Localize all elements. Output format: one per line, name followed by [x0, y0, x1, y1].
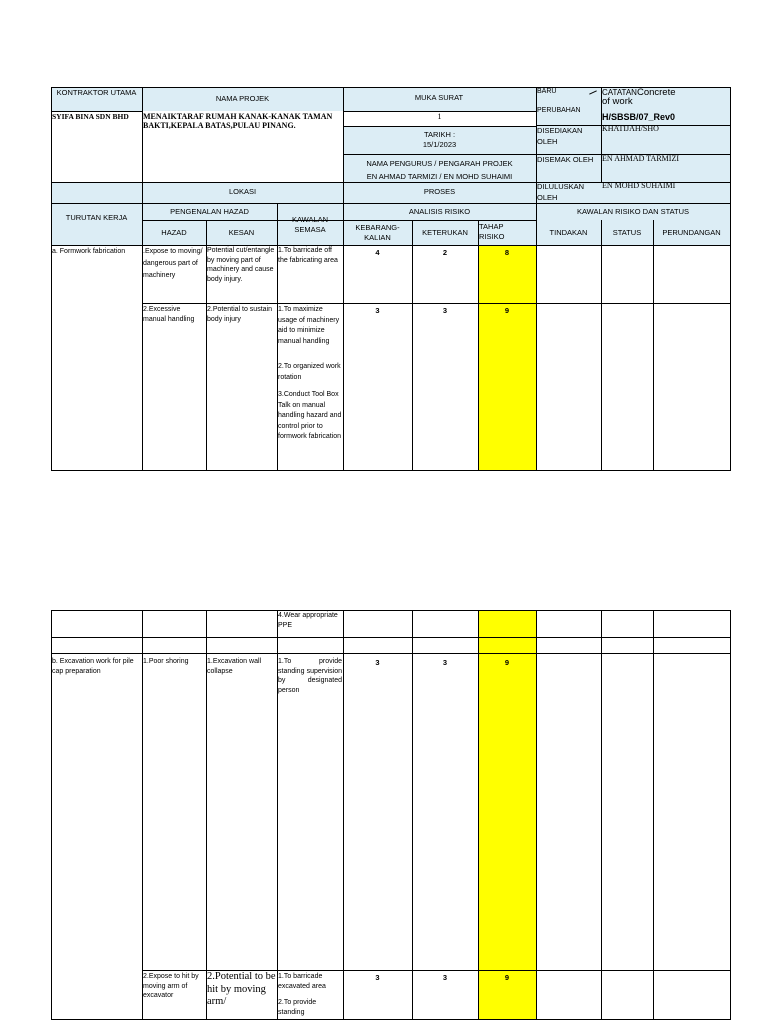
row2-kesan: 2.Potential to sustain body injury — [207, 306, 272, 323]
pengenalan-label: PENGENALAN HAZAD — [170, 207, 249, 216]
row2-keterukan: 3 — [442, 306, 448, 315]
kontraktor-label: KONTRAKTOR UTAMA — [56, 88, 137, 97]
risk-level-highlight — [478, 610, 536, 1020]
row2-kawalan-3: 3.Conduct Tool Box Talk on manual handling hazard and control prior to formwork fabrication — [278, 391, 342, 440]
p2-row2-kebarangkalian: 3 — [375, 973, 380, 982]
lokasi-label: LOKASI — [228, 187, 257, 196]
p2-row2-kawalan-2: 2.To provide standing — [278, 999, 317, 1016]
analisis-label: ANALISIS RISIKO — [408, 207, 471, 216]
diluluskan-label: DILULUSKAN OLEH — [537, 182, 585, 202]
p2-row1-kawalan: 1.To provide standing supervision by designated person — [278, 658, 342, 694]
disemak-value: EN AHMAD TARMIZI — [602, 154, 679, 163]
nama-projek-value: MENAIKTARAF RUMAH KANAK-KANAK TAMAN BAKTI,KEPALA BATAS,PULAU PINANG. — [143, 112, 333, 130]
tarikh-label: TARIKH : — [423, 130, 456, 139]
p2-row2-hazad: 2.Expose to hit by moving arm of excavator — [143, 973, 199, 999]
kawalan-risiko-label: KAWALAN RISIKO DAN STATUS — [576, 207, 690, 216]
row2-kawalan-1: 1.To maximize usage of machinery aid to minimize manual handling — [278, 306, 340, 345]
row1-turutan: a. Formwork fabrication — [52, 248, 126, 255]
muka-surat-value: 1 — [437, 112, 442, 121]
p2-row1-keterukan: 3 — [442, 658, 448, 667]
baru-label: BARU — [537, 88, 557, 95]
disemak-label: DISEMAK OLEH — [537, 155, 594, 164]
diluluskan-value: EN MOHD SUHAIMI — [602, 181, 676, 190]
muka-surat-label: MUKA SURAT — [414, 93, 464, 102]
disediakan-value: KHATIJAH/SHO — [602, 124, 659, 133]
p2-row1-kesan: 1.Excavation wall collapse — [207, 658, 262, 675]
p2-row1-kebarangkalian: 3 — [375, 658, 380, 667]
risk-level-highlight — [478, 245, 536, 470]
kawalan-semasa-label: KAWALAN SEMASA — [291, 215, 329, 234]
p2-row2-keterukan: 3 — [442, 973, 448, 982]
p2-row2-kesan: 2.Potential to be hit by moving arm/ — [207, 971, 276, 1007]
catatan-label-text: CATATAN — [602, 88, 637, 97]
turutan-label: TURUTAN KERJA — [65, 213, 128, 222]
row1-hazad: .Expose to moving/ dangerous part of machinery — [143, 248, 203, 279]
p2-row1-hazad: 1.Poor shoring — [143, 658, 189, 665]
p2-row2-tahap: 9 — [504, 973, 510, 982]
p2-row1-tahap: 9 — [504, 658, 510, 667]
p2-row2-kawalan-1: 1.To barricade excavated area — [278, 973, 326, 990]
row2-kebarangkalian: 3 — [375, 306, 380, 315]
tindakan-label: TINDAKAN — [549, 228, 588, 237]
tahap-label: TAHAP RISIKO — [479, 222, 505, 241]
kontraktor-value: SYIFA BINA SDN BHD — [52, 112, 129, 121]
row1-keterukan: 2 — [442, 248, 448, 257]
row1-kawalan: 1.To barricade off the fabricating area — [278, 247, 338, 264]
pengurus-value: EN AHMAD TARMIZI / EN MOHD SUHAIMI — [366, 172, 513, 181]
perundangan-label: PERUNDANGAN — [662, 228, 721, 237]
perubahan-label: PERUBAHAN — [537, 107, 581, 114]
kesan-label: KESAN — [228, 228, 255, 237]
tarikh-value: 15/1/2023 — [422, 140, 457, 149]
row0-kawalan: 4.Wear appropriate PPE — [278, 612, 338, 629]
nama-projek-label: NAMA PROJEK — [215, 94, 270, 103]
catatan-value: Concrete of work — [602, 87, 676, 107]
row2-tahap: 9 — [504, 306, 510, 315]
row1-tahap: 8 — [504, 248, 510, 257]
doc-code: H/SBSB/07_Rev0 — [602, 112, 676, 122]
keterukan-label: KETERUKAN — [422, 228, 468, 237]
catatan-label — [602, 88, 682, 106]
row2-hazad: 2.Excessive manual handling — [143, 306, 195, 323]
disediakan-label: DISEDIAKAN OLEH — [537, 126, 583, 146]
p2-row1-turutan: b. Excavation work for pile cap preparation — [52, 658, 134, 675]
row1-kebarangkalian: 4 — [375, 248, 380, 257]
status-label: STATUS — [612, 228, 642, 237]
row2-kawalan-2: 2.To organized work rotation — [278, 363, 341, 381]
pengurus-label: NAMA PENGURUS / PENGARAH PROJEK — [366, 159, 513, 168]
kebarangkalian-label: KEBARANG-KALIAN — [355, 223, 400, 242]
hazad-label: HAZAD — [161, 228, 187, 237]
proses-label: PROSES — [423, 187, 456, 196]
row1-kesan: Potential cut/entangle by moving part of machinery and cause body injury. — [207, 247, 275, 283]
